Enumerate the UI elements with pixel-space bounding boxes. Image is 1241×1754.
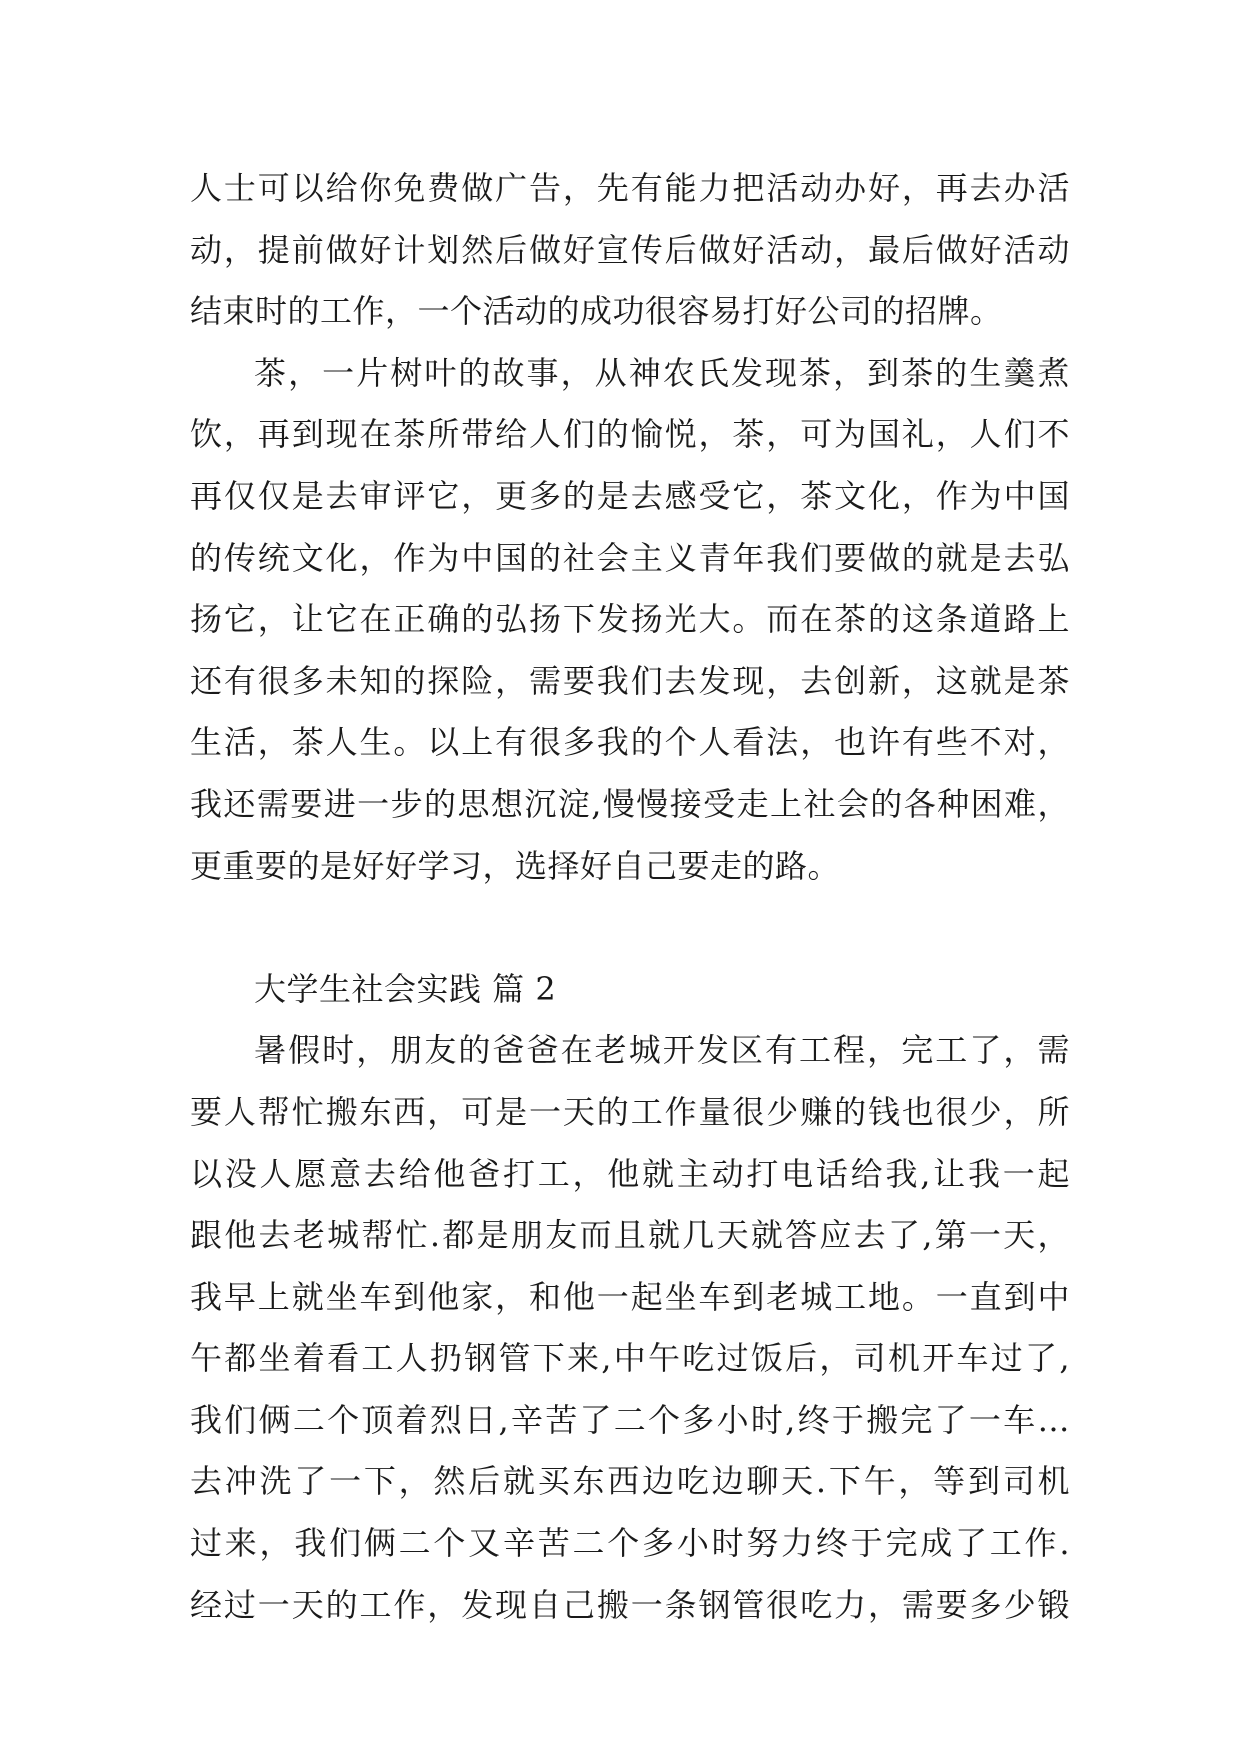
text-line: 饮，再到现在茶所带给人们的愉悦，茶，可为国礼，人们不 [190,415,1070,454]
paragraph-2 [190,343,1070,897]
document-body [190,158,1070,1636]
text-line: 去冲洗了一下，然后就买东西边吃边聊天.下午，等到司机 [190,1462,1070,1501]
text-line: 我们俩二个顶着烈日,辛苦了二个多小时,终于搬完了一车… [190,1400,1070,1439]
text-line: 动，提前做好计划然后做好宣传后做好活动，最后做好活动 [190,230,1070,269]
text-line: 茶，一片树叶的故事，从神农氏发现茶，到茶的生羹煮 [254,353,1070,392]
text-line: 过来，我们俩二个又辛苦二个多小时努力终于完成了工作. [190,1524,1070,1563]
paragraph-3 [190,1020,1070,1636]
text-line: 经过一天的工作，发现自己搬一条钢管很吃力，需要多少锻 [190,1585,1070,1624]
text-line: 更重要的是好好学习，选择好自己要走的路。 [190,846,841,885]
text-line: 的传统文化，作为中国的社会主义青年我们要做的就是去弘 [190,538,1070,577]
text-line: 以没人愿意去给他爸打工，他就主动打电话给我,让我一起 [190,1154,1070,1193]
text-line: 跟他去老城帮忙.都是朋友而且就几天就答应去了,第一天， [190,1216,1070,1255]
text-line: 要人帮忙搬东西，可是一天的工作量很少赚的钱也很少，所 [190,1092,1070,1131]
text-line: 扬它，让它在正确的弘扬下发扬光大。而在茶的这条道路上 [190,600,1070,639]
text-line: 暑假时，朋友的爸爸在老城开发区有工程，完工了，需 [254,1031,1070,1070]
paragraph-1 [190,158,1070,343]
text-line: 还有很多未知的探险，需要我们去发现，去创新，这就是茶 [190,661,1070,700]
text-line: 人士可以给你免费做广告，先有能力把活动办好，再去办活 [190,169,1070,207]
text-line: 我早上就坐车到他家，和他一起坐车到老城工地。一直到中 [190,1277,1070,1316]
text-line: 生活，茶人生。以上有很多我的个人看法，也许有些不对， [190,723,1070,762]
text-line: 结束时的工作，一个活动的成功很容易打好公司的招牌。 [190,292,1003,331]
text-line: 我还需要进一步的思想沉淀,慢慢接受走上社会的各种困难， [190,784,1070,823]
text-line: 午都坐着看工人扔钢管下来,中午吃过饭后，司机开车过了, [190,1339,1070,1378]
section-heading: 大学生社会实践 篇 2 [254,969,557,1008]
paragraph-gap [190,897,1070,959]
text-line: 再仅仅是去审评它，更多的是去感受它，茶文化，作为中国 [190,476,1070,515]
